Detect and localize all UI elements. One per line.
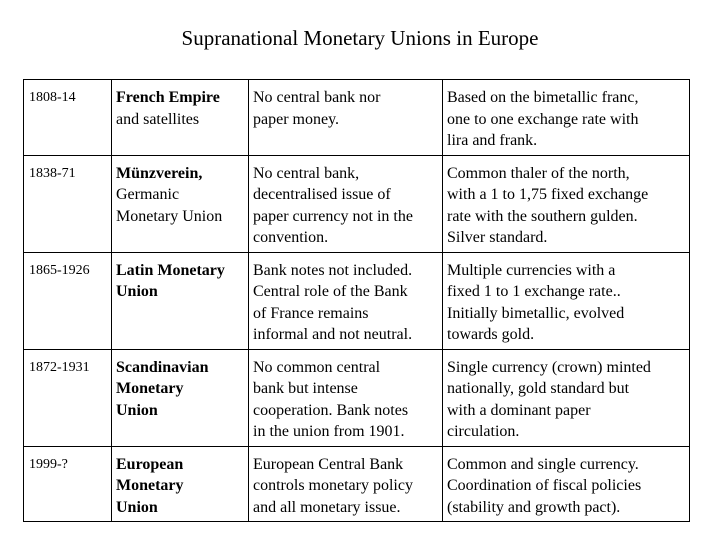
monetary-unions-table: [23, 79, 690, 522]
table-row: [24, 155, 690, 252]
central-bank-cell-line: controls monetary policy: [253, 477, 413, 494]
central-bank-cell: [249, 80, 443, 156]
central-bank-cell-line: No central bank nor: [253, 89, 381, 106]
features-cell-line: Common and single currency.: [447, 455, 639, 473]
central-bank-cell-line: in the union from 1901.: [253, 423, 405, 440]
union-cell-line: Münzverein,: [116, 164, 203, 182]
central-bank-cell: [249, 446, 443, 522]
central-bank-cell-line: paper money.: [253, 110, 340, 128]
period-cell: 1872-1931: [24, 349, 112, 446]
period-cell: 1838-71: [24, 155, 112, 252]
central-bank-cell-line: decentralised issue of: [253, 186, 391, 203]
central-bank-cell-line: No common central: [253, 358, 381, 376]
table-body: [24, 80, 690, 522]
union-cell-line: Monetary: [116, 380, 184, 397]
features-cell-line: Coordination of fiscal policies: [447, 477, 642, 494]
central-bank-cell-line: cooperation. Bank notes: [253, 401, 409, 419]
features-cell-line: nationally, gold standard but: [447, 380, 630, 397]
central-bank-cell: [249, 252, 443, 349]
union-cell-line: Germanic: [116, 186, 180, 203]
period-cell: 1865-1926: [24, 252, 112, 349]
features-cell-line: circulation.: [447, 423, 520, 440]
central-bank-cell-line: Central role of the Bank: [253, 283, 408, 300]
union-cell-line: Scandinavian: [116, 358, 209, 376]
features-cell: [443, 155, 690, 252]
features-cell-line: one to one exchange rate with: [447, 110, 639, 128]
central-bank-cell-line: convention.: [253, 229, 329, 246]
features-cell: [443, 446, 690, 522]
table-row: [24, 80, 690, 156]
union-cell-line: Union: [116, 401, 158, 419]
features-cell-line: Common thaler of the north,: [447, 164, 630, 182]
period-cell: 1808-14: [24, 80, 112, 156]
union-cell: [112, 155, 249, 252]
union-cell: [112, 252, 249, 349]
union-cell: [112, 446, 249, 522]
features-cell-line: Multiple currencies with a: [447, 261, 616, 279]
features-cell: [443, 80, 690, 156]
union-cell-line: Monetary: [116, 477, 184, 494]
table-row: [24, 252, 690, 349]
central-bank-cell-line: European Central Bank: [253, 455, 404, 473]
table-row: [24, 349, 690, 446]
features-cell-line: towards gold.: [447, 326, 535, 343]
features-cell-line: (stability and growth pact).: [447, 498, 621, 516]
features-cell: [443, 252, 690, 349]
table-row: [24, 446, 690, 522]
page-title: Supranational Monetary Unions in Europe: [181, 26, 539, 50]
central-bank-cell: [249, 155, 443, 252]
union-cell: [112, 349, 249, 446]
central-bank-cell: [249, 349, 443, 446]
features-cell-line: Based on the bimetallic franc,: [447, 89, 639, 106]
features-cell-line: rate with the southern gulden.: [447, 207, 638, 225]
central-bank-cell-line: paper currency not in the: [253, 207, 413, 225]
central-bank-cell-line: No central bank,: [253, 164, 360, 182]
features-cell: [443, 349, 690, 446]
central-bank-cell-line: bank but intense: [253, 380, 358, 397]
features-cell-line: Initially bimetallic, evolved: [447, 304, 625, 322]
union-cell-line: Latin Monetary: [116, 261, 225, 279]
features-cell-line: with a dominant paper: [447, 401, 591, 419]
features-cell-line: fixed 1 to 1 exchange rate..: [447, 283, 621, 300]
union-cell-line: European: [116, 455, 184, 473]
union-cell-line: Monetary Union: [116, 207, 223, 225]
central-bank-cell-line: of France remains: [253, 304, 369, 322]
union-cell: [112, 80, 249, 156]
central-bank-cell-line: informal and not neutral.: [253, 326, 413, 343]
central-bank-cell-line: Bank notes not included.: [253, 261, 413, 279]
features-cell-line: Single currency (crown) minted: [447, 358, 651, 376]
features-cell-line: with a 1 to 1,75 fixed exchange: [447, 186, 649, 203]
union-cell-line: Union: [116, 283, 158, 300]
union-cell-line: French Empire: [116, 89, 220, 106]
union-cell-line: Union: [116, 498, 158, 516]
period-cell: 1999-?: [24, 446, 112, 522]
features-cell-line: Silver standard.: [447, 229, 548, 246]
features-cell-line: lira and frank.: [447, 132, 538, 149]
union-cell-line: and satellites: [116, 110, 200, 128]
central-bank-cell-line: and all monetary issue.: [253, 498, 401, 516]
